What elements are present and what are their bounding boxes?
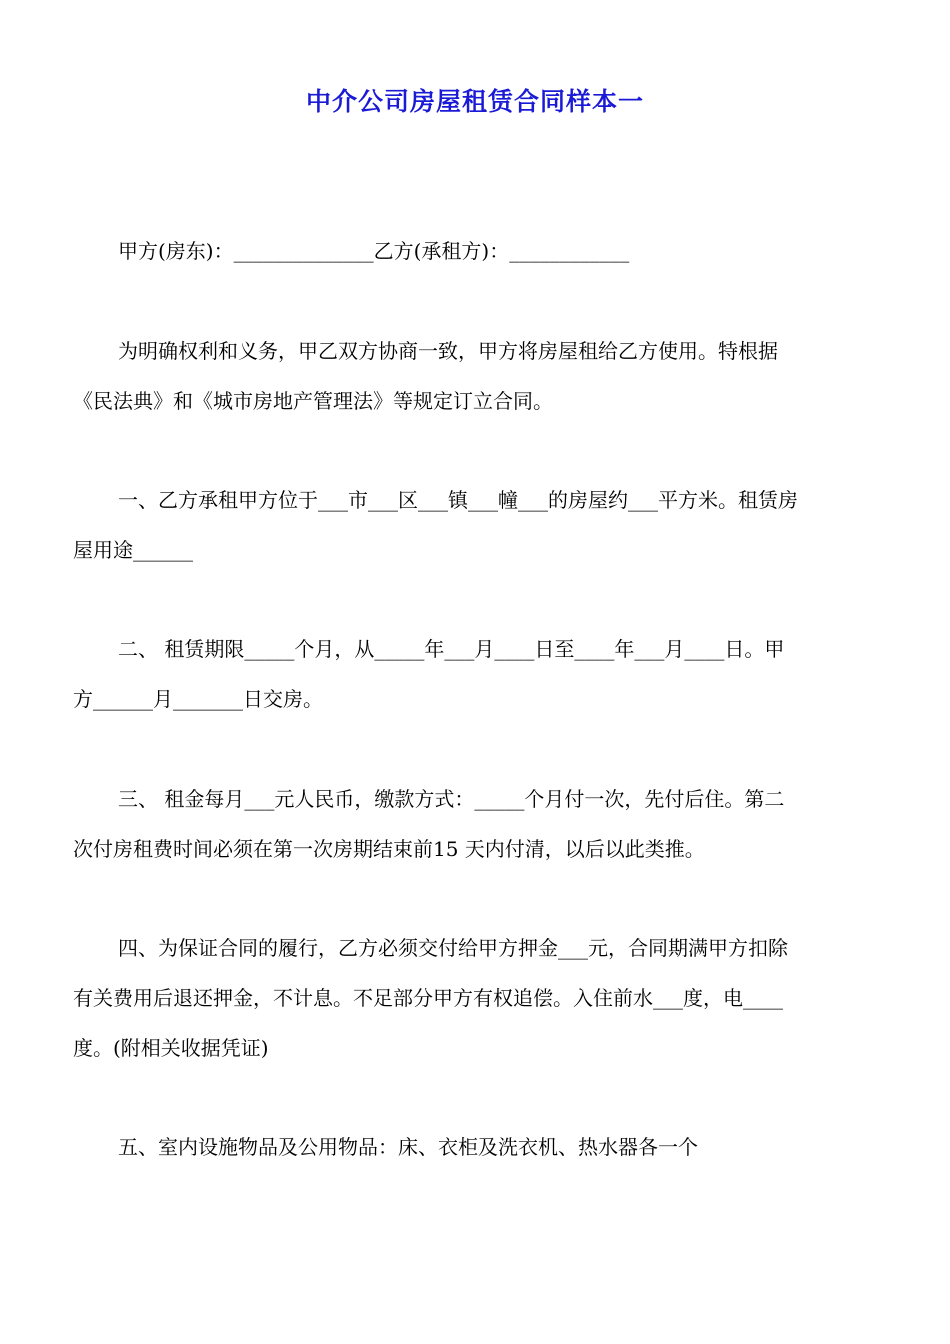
document-title: 中介公司房屋租赁合同样本一	[305, 87, 644, 116]
parties-line: 甲方(房东)：______________乙方(承租方)：____________	[118, 239, 630, 263]
clause4-line-3: 度。(附相关收据凭证)	[73, 1036, 269, 1060]
clause4-line-1: 四、为保证合同的履行，乙方必须交付给甲方押金___元，合同期满甲方扣除	[118, 936, 788, 960]
intro-line-1: 为明确权利和义务，甲乙双方协商一致，甲方将房屋租给乙方使用。特根据	[118, 339, 778, 363]
clause1-line-1: 一、乙方承租甲方位于___市___区___镇___幢___的房屋约___平方米。租赁房	[118, 488, 798, 512]
intro-line-2: 《民法典》和《城市房地产管理法》等规定订立合同。	[73, 389, 553, 413]
clause4-line-2: 有关费用后退还押金，不计息。不足部分甲方有权追偿。入住前水___度，电____	[73, 986, 783, 1010]
clause2-line-2: 方______月_______日交房。	[73, 687, 323, 711]
clause3-line-2: 次付房租费时间必须在第一次房期结束前15 天内付清，以后以此类推。	[73, 837, 705, 861]
clause2-line-1: 二、 租赁期限_____个月，从_____年___月____日至____年___月____日。甲	[118, 637, 785, 661]
clause1-line-2: 屋用途______	[73, 538, 193, 562]
clause3-line-1: 三、 租金每月___元人民币，缴款方式：_____个月付一次，先付后住。第二	[118, 787, 785, 811]
clause5-line-1: 五、室内设施物品及公用物品：床、衣柜及洗衣机、热水器各一个	[118, 1135, 698, 1159]
